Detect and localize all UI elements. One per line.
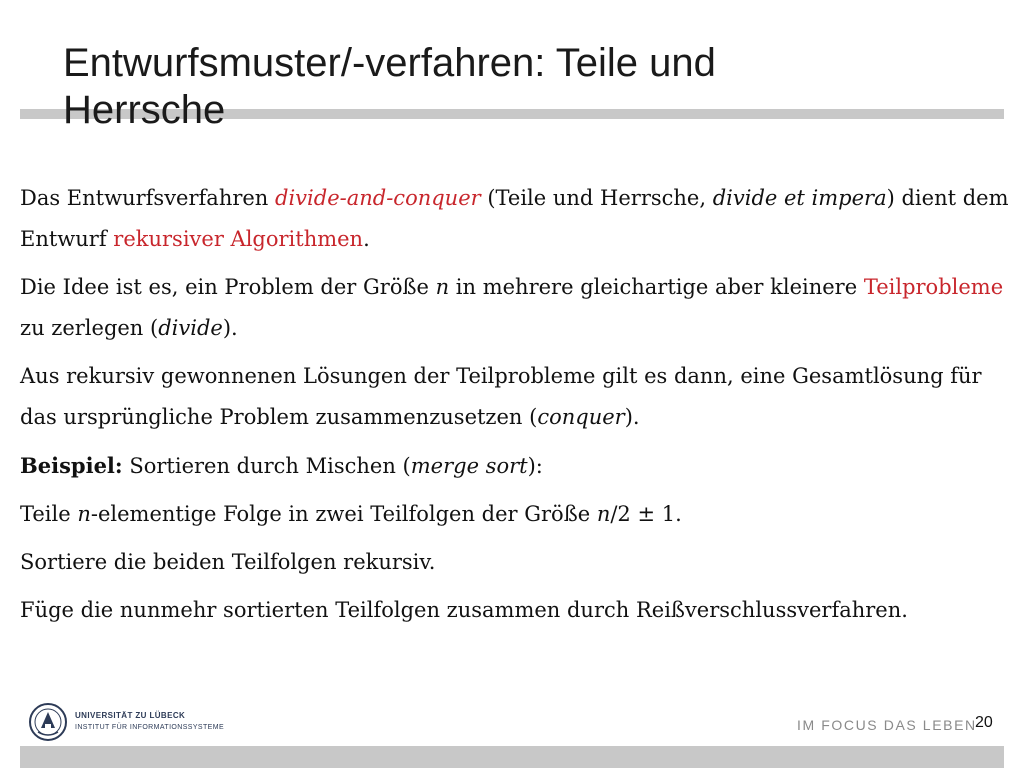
paragraph-step-merge: Füge die nunmehr sortierten Teilfolgen zusammen durch Reißverschlussverfahren. — [20, 598, 908, 622]
slide-title: Entwurfsmuster/-verfahren: Teile und Herrsche — [63, 41, 716, 132]
paragraph-example — [20, 445, 1010, 487]
text: Aus rekursiv gewonnenen Lösungen der Teilprobleme gilt es dann, eine Gesamtlösung für das ursprüngliche Problem zusammenzusetzen ( — [20, 364, 982, 429]
term-rekursive-algorithmen: rekursiver Algorithmen — [113, 227, 364, 251]
text: zu zerlegen ( — [20, 316, 159, 340]
university-name: UNIVERSITÄT ZU LÜBECK — [75, 711, 186, 720]
institute-name: INSTITUT FÜR INFORMATIONSSYSTEME — [75, 724, 225, 731]
term-conquer: conquer — [537, 405, 625, 429]
term-divide-and-conquer: divide-and-conquer — [275, 186, 481, 210]
text: ): — [527, 454, 543, 478]
text: . — [363, 227, 370, 251]
paragraph-definition — [20, 178, 1010, 260]
term-teilprobleme: Teilprobleme — [863, 275, 1004, 299]
text: (Teile und Herrsche, — [480, 186, 713, 210]
footer-bar — [20, 746, 1004, 768]
page-number: 20 — [975, 714, 993, 731]
math-half-plus-minus-one: /2 ± 1. — [610, 502, 682, 526]
university-motto: IM FOCUS DAS LEBEN — [797, 717, 977, 733]
term-divide: divide — [158, 316, 223, 340]
text: Sortieren durch Mischen ( — [122, 454, 411, 478]
paragraph-idea — [20, 267, 1010, 349]
text: ). — [624, 405, 640, 429]
text: Teile — [20, 502, 78, 526]
math-n: n — [77, 502, 91, 526]
math-n: n — [596, 502, 611, 526]
paragraph-step-split — [20, 494, 1010, 535]
text: Das Entwurfsverfahren — [20, 186, 276, 210]
university-seal-icon — [28, 700, 68, 744]
slide-footer — [0, 694, 1024, 768]
example-label: Beispiel: — [20, 453, 123, 478]
text: Die Idee ist es, ein Problem der Größe — [20, 275, 436, 299]
paragraph-step-sort: Sortiere die beiden Teilfolgen rekursiv. — [20, 550, 436, 574]
term-merge-sort: merge sort — [410, 454, 528, 478]
math-n: n — [435, 275, 450, 299]
text: ). — [222, 316, 238, 340]
paragraph-conquer — [20, 356, 1010, 438]
text: ) dient dem Entwurf — [20, 186, 1009, 251]
term-divide-et-impera: divide et impera — [712, 186, 887, 210]
slide-body — [20, 178, 1010, 638]
text: in mehrere gleichartige aber kleinere — [449, 275, 864, 299]
text: -elementige Folge in zwei Teilfolgen der Größe — [90, 502, 597, 526]
